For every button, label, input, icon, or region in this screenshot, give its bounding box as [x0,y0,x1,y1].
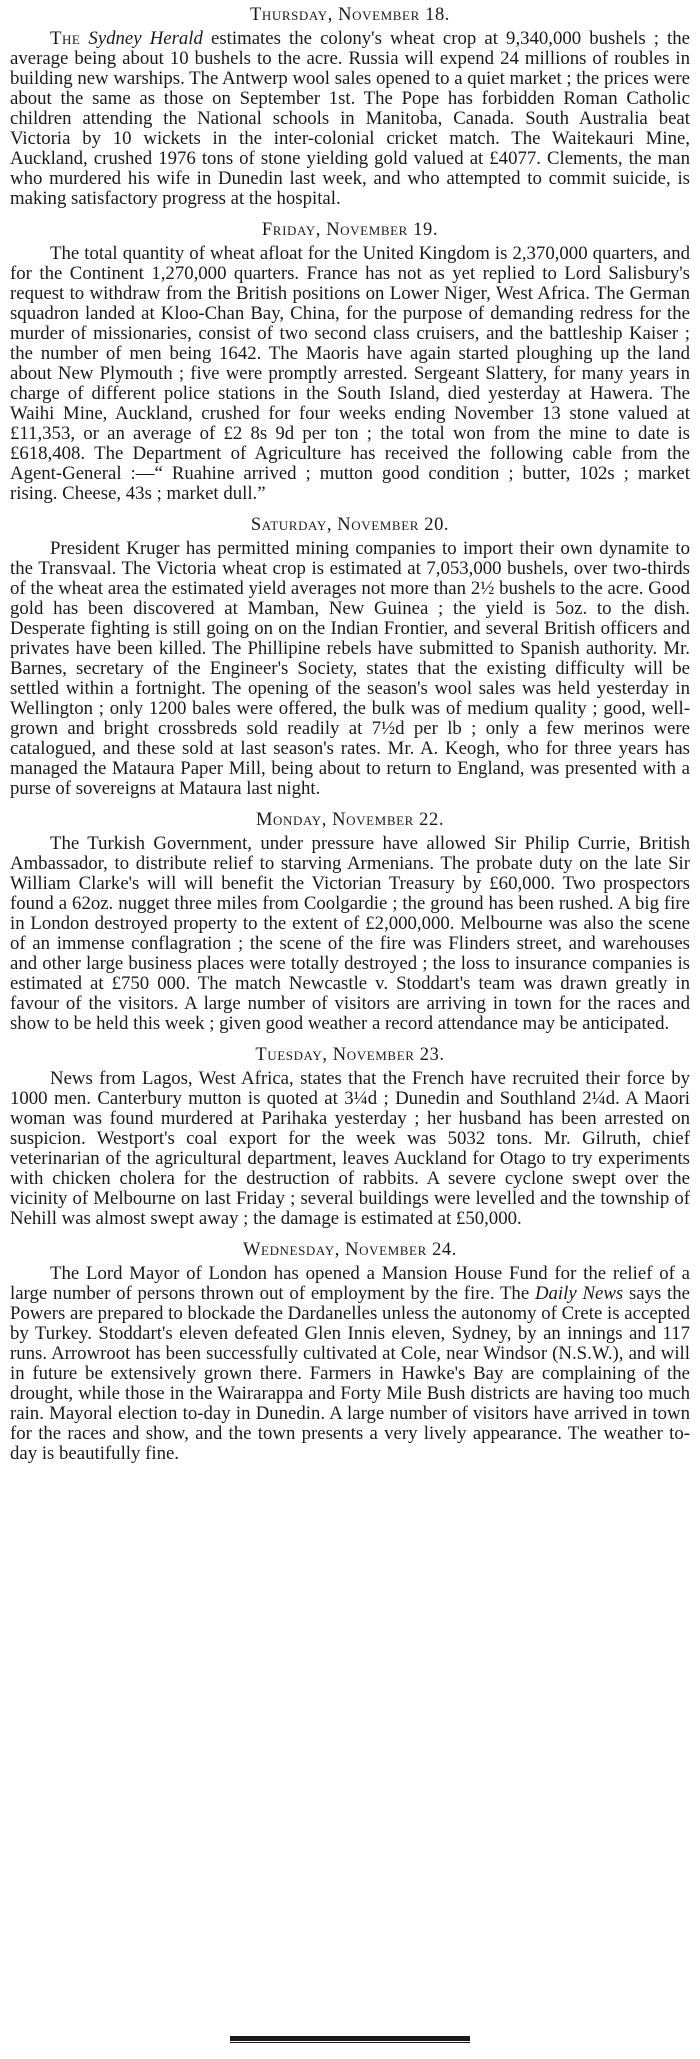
closing-rule [230,2036,470,2041]
date-heading: Friday, November 19. [261,220,439,240]
section-saturday [10,512,690,799]
date-heading: Wednesday, November 24. [242,1240,458,1260]
section-wednesday [10,1237,690,1464]
paragraph-text: President Kruger has permitted mining companies to import their own dynamite to the Transvaal. The Victoria wheat crop is estimated at 7,053,000 bushels, over two-thirds of the wheat area the estimated yield averages not more than 2½ bushels to the acre. Good gold has been discovered at Mamban, New Guinea ; the yield is 5oz. to the dish. Desperate fighting is still going on on the Indian Frontier, and several British officers and privates have been killed. The Phillipine rebels have submitted to Spanish authority. Mr. Barnes, secretary of the Engineer's Society, states that the existing difficulty will be settled within a fortnight. The opening of the season's wool sales was held yesterday in Wellington ; only 1200 bales were offered, the bulk was of medium quality ; good, well-grown and bright crossbreds sold readily at 7½d per lb ; only a few merinos were catalogued, and these sold at last season's rates. Mr. A. Keogh, who for three years has managed the Mataura Paper Mill, being about to return to England, was presented with a purse of sovereigns at Mataura last night. [10,538,690,799]
paragraph-text: says the Powers are prepared to blockade the Dardanelles unless the autonomy of Crete is accepted by Turkey. Stoddart's eleven defeated Glen Innis eleven, Sydney, by an innings and 117 runs. Arrowroot has been successfully cultivated at Cole, near Windsor (N.S.W.), and will in future be extensively grown there. Farmers in Hawke's Bay are complaining of the drought, while those in the Wairarappa and Forty Mile Bush districts are having too much rain. Mayoral election to-day in Dunedin. A large number of visitors have arrived in town for the races and show, and the town presents a very lively appearance. The weather to-day is beautifully fine. [10,1283,690,1464]
section-friday [10,217,690,504]
paragraph-text: estimates the colony's wheat crop at 9,340,000 bushels ; the average being about 10 bushels to the acre. Russia will expend 24 millions of roubles in building new warships. The Antwerp wool sales opened to a quiet market ; the prices were about the same as those on September 1st. The Pope has forbidden Roman Catholic children attending the National schools in Manitoba, Canada. South Australia beat Victoria by 10 wickets in the inter-colonial cricket match. The Waitekauri Mine, Auckland, crushed 1976 tons of stone yielding gold valued at £4077. Clements, the man who murdered his wife in Dunedin last week, and who attempted to commit suicide, is making satisfactory progress at the hospital. [10,28,690,209]
news-paragraph [10,1069,690,1229]
paragraph-text-start: The Lord Mayor of London has opened a Mansion House Fund for the relief of a large number of persons thrown out of employment by the fire. The [10,1263,690,1304]
newspaper-name: Sydney Herald [88,28,203,49]
news-paragraph [10,29,690,209]
news-paragraph [10,1264,690,1464]
news-paragraph [10,539,690,799]
news-paragraph [10,244,690,504]
section-tuesday [10,1042,690,1229]
date-heading: Tuesday, November 23. [255,1045,445,1065]
lead-word: The [50,28,81,49]
date-heading: Monday, November 22. [255,810,445,830]
paragraph-text: News from Lagos, West Africa, states that the French have recruited their force by 1000 men. Canterbury mutton is quoted at 3¼d ; Dunedin and Southland 2¼d. A Maori woman was found murdered at Parihaka yesterday ; her husband has been arrested on suspicion. Westport's coal export for the week was 5032 tons. Mr. Gilruth, chief veterinarian of the agricultural department, leaves Auckland for Otago to try experiments with chicken cholera for the destruction of rabbits. A severe cyclone swept over the vicinity of Melbourne on last Friday ; several buildings were levelled and the township of Nehill was almost swept away ; the damage is estimated at £50,000. [10,1068,690,1229]
news-paragraph [10,834,690,1034]
newspaper-name: Daily News [534,1283,624,1304]
paragraph-text: The Turkish Government, under pressure have allowed Sir Philip Currie, British Ambassador, to distribute relief to starving Armenians. The probate duty on the late Sir William Clarke's will will benefit the Victorian Treasury by £60,000. Two prospectors found a 62oz. nugget three miles from Coolgardie ; the ground has been rushed. A big fire in London destroyed property to the extent of £2,000,000. Melbourne was also the scene of an immense conflagration ; the scene of the fire was Flinders street, and warehouses and other large business places were totally destroyed ; the loss to insurance companies is estimated at £750 000. The match Newcastle v. Stoddart's team was drawn greatly in favour of the visitors. A large number of visitors are arriving in town for the races and show to be held this week ; given good weather a record attendance may be anticipated. [10,833,690,1034]
date-heading: Saturday, November 20. [250,515,450,535]
date-heading: Thursday, November 18. [249,5,451,25]
section-thursday [10,2,690,209]
paragraph-text: The total quantity of wheat afloat for the United Kingdom is 2,370,000 quarters, and for the Continent 1,270,000 quarters. France has not as yet replied to Lord Salisbury's request to withdraw from the British positions on Lower Niger, West Africa. The German squadron landed at Kloo-Chan Bay, China, for the purpose of demanding redress for the murder of missionaries, consist of two second class cruisers, and the battleship Kaiser ; the number of men being 1642. The Maoris have again started ploughing up the land about New Plymouth ; five were promptly arrested. Sergeant Slattery, for many years in charge of different police stations in the South Island, died yesterday at Hawera. The Waihi Mine, Auckland, crushed for four weeks ending November 13 stone valued at £11,353, or an average of £2 8s 9d per ton ; the total won from the mine to date is £618,408. The Department of Agriculture has received the following cable from the Agent-General :—“ Ruahine arrived ; mutton good condition ; butter, 102s ; market rising. Cheese, 43s ; market dull.” [10,243,690,504]
section-monday [10,807,690,1034]
